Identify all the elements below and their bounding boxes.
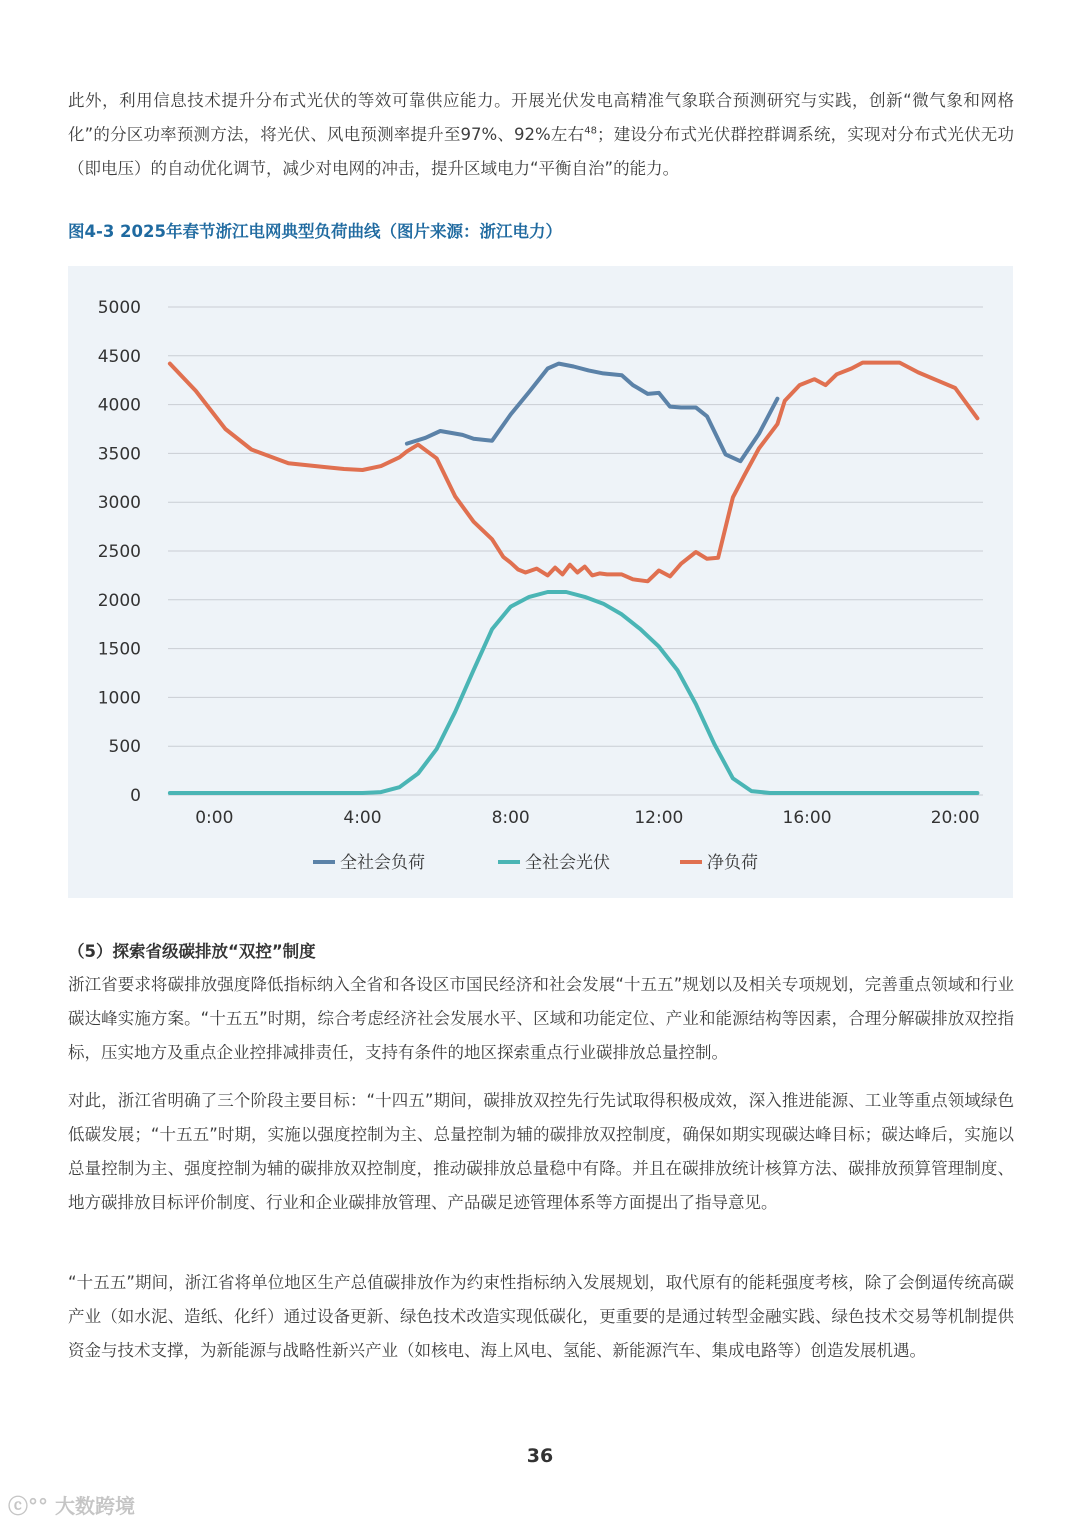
footnote-ref: 48 bbox=[584, 125, 598, 137]
y-axis-ticks bbox=[98, 298, 141, 806]
load-curve-chart bbox=[68, 266, 1013, 898]
legend-label: 全社会光伏 bbox=[525, 853, 610, 873]
section-heading: （5）探索省级碳排放“双控”制度 bbox=[68, 942, 316, 961]
y-tick-label: 2500 bbox=[97, 542, 141, 562]
intro-paragraph bbox=[68, 84, 1014, 186]
y-tick-label: 1000 bbox=[97, 688, 141, 709]
intro-text-part2: ；建设分布式光伏群控群调系统，实现对分布式光伏无功（即电压）的自动优化调节，减少对电网的冲击，提升区域电力“平衡自治”的能力。 bbox=[68, 125, 1014, 178]
legend-label: 全社会负荷 bbox=[340, 853, 425, 873]
legend bbox=[313, 853, 758, 873]
x-tick-label: 12:00 bbox=[634, 808, 684, 828]
x-tick-label: 0:00 bbox=[195, 808, 234, 828]
watermark bbox=[8, 1490, 135, 1519]
intro-text-part1: 此外，利用信息技术提升分布式光伏的等效可靠供应能力。开展光伏发电高精准气象联合预测研究与实践，创新“微气象和网格化”的分区功率预测方法，将光伏、风电预测率提升至97%、92%左右 bbox=[68, 91, 1014, 144]
series-line-1 bbox=[407, 364, 778, 462]
watermark-text: 大数跨境 bbox=[54, 1494, 135, 1518]
y-tick-label: 3500 bbox=[97, 444, 141, 465]
x-tick-label: 4:00 bbox=[343, 808, 382, 828]
grid-lines bbox=[168, 307, 983, 795]
y-tick-label: 4500 bbox=[97, 346, 141, 367]
paragraph-1: 浙江省要求将碳排放强度降低指标纳入全省和各设区市国民经济和社会发展“十五五”规划以及相关专项规划，完善重点领域和行业碳达峰实施方案。“十五五”时期，综合考虑经济社会发展水平、区域和功能定位、产业和能源结构等因素，合理分解碳排放双控指标，压实地方及重点企业控排减排责任，支持有条件的地区探索重点行业碳排放总量控制。 bbox=[68, 975, 1014, 1062]
figure-caption: 图4-3 2025年春节浙江电网典型负荷曲线（图片来源：浙江电力） bbox=[68, 222, 562, 241]
y-tick-label: 5000 bbox=[97, 298, 141, 318]
chart-panel bbox=[68, 266, 1013, 898]
paragraph-3: “十五五”期间，浙江省将单位地区生产总值碳排放作为约束性指标纳入发展规划，取代原有的能耗强度考核，除了会倒逼传统高碳产业（如水泥、造纸、化纤）通过设备更新、绿色技术改造实现低碳化，更重要的是通过转型金融实践、绿色技术交易等机制提供资金与技术支撑，为新能源与战略性新兴产业（如核电、海上风电、氢能、新能源汽车、集成电路等）创造发展机遇。 bbox=[68, 1273, 1014, 1360]
paragraph-2: 对此，浙江省明确了三个阶段主要目标：“十四五”期间，碳排放双控先行先试取得积极成效，深入推进能源、工业等重点领域绿色低碳发展；“十五五”时期，实施以强度控制为主、总量控制为辅的碳排放双控制度，确保如期实现碳达峰目标；碳达峰后，实施以总量控制为主、强度控制为辅的碳排放双控制度，推动碳排放总量稳中有降。并且在碳排放统计核算方法、碳排放预算管理制度、地方碳排放目标评价制度、行业和企业碳排放管理、产品碳足迹管理体系等方面提出了指导意见。 bbox=[68, 1091, 1014, 1212]
y-tick-label: 0 bbox=[130, 786, 141, 806]
y-tick-label: 4000 bbox=[97, 395, 141, 416]
legend-label: 净负荷 bbox=[707, 853, 758, 873]
x-tick-label: 16:00 bbox=[782, 808, 832, 828]
x-axis-ticks bbox=[195, 808, 980, 828]
series-line-2 bbox=[170, 592, 978, 793]
y-tick-label: 3000 bbox=[97, 493, 141, 514]
x-tick-label: 8:00 bbox=[491, 808, 530, 828]
x-tick-label: 20:00 bbox=[930, 808, 980, 828]
y-tick-label: 1500 bbox=[97, 639, 141, 660]
y-tick-label: 500 bbox=[108, 737, 141, 758]
series-lines bbox=[170, 363, 978, 793]
y-tick-label: 2000 bbox=[97, 590, 141, 611]
watermark-logo-icon: ⓒ°° bbox=[8, 1494, 55, 1518]
page-number: 36 bbox=[526, 1445, 554, 1467]
series-line-3 bbox=[170, 363, 978, 582]
